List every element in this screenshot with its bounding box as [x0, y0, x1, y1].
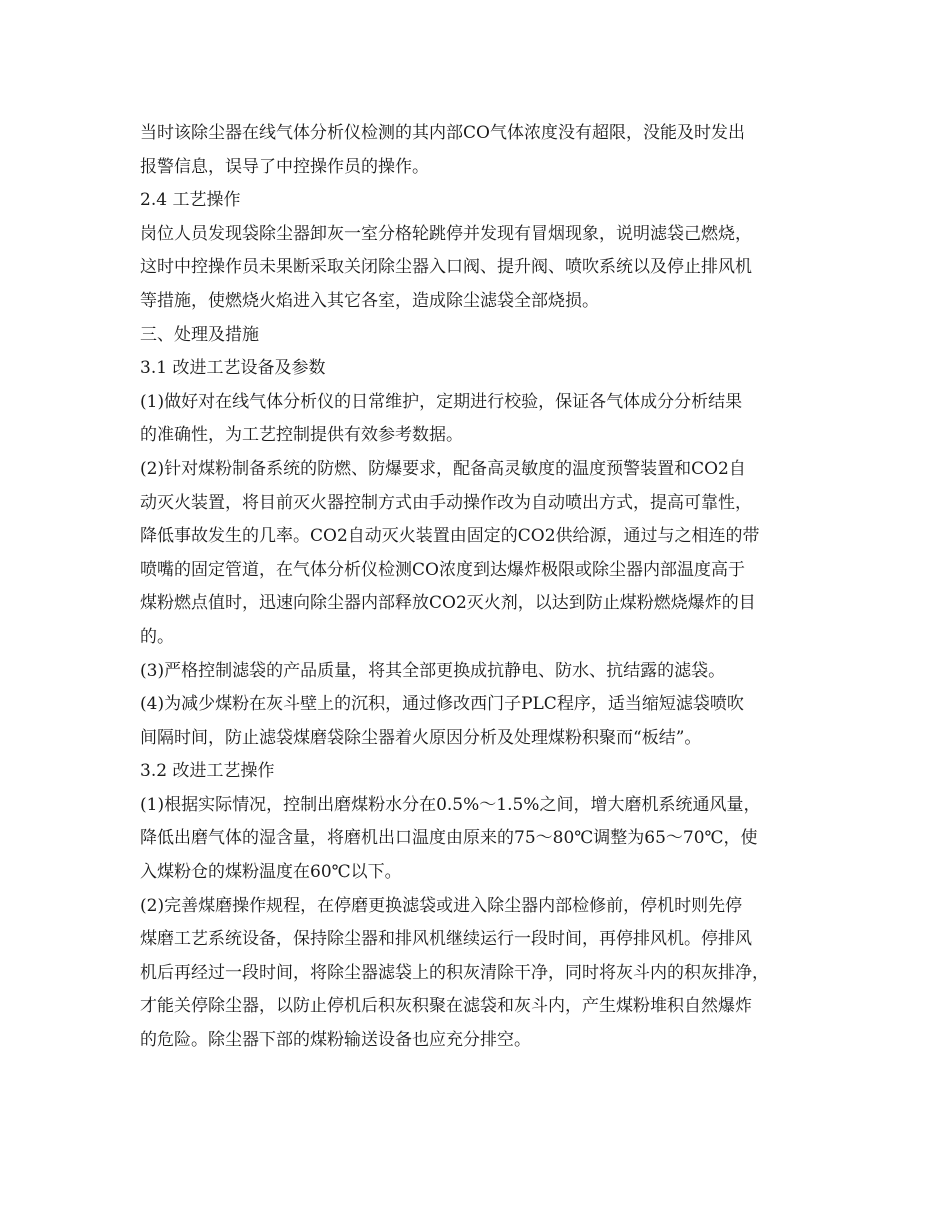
- section-heading: [140, 184, 818, 218]
- text-line: 2.4 工艺操作: [140, 190, 241, 211]
- text-line: 的。: [140, 626, 174, 647]
- body-paragraph: [140, 386, 818, 453]
- body-paragraph: [140, 890, 818, 1058]
- text-line: 的危险。除尘器下部的煤粉输送设备也应充分排空。: [140, 1030, 531, 1051]
- body-paragraph: [140, 789, 818, 890]
- text-line: 降低出磨气体的湿含量，将磨机出口温度由原来的75～80℃调整为65～70℃，使: [140, 828, 758, 849]
- text-line: 才能关停除尘器，以防止停机后积灰积聚在滤袋和灰斗内，产生煤粉堆积自然爆炸: [140, 996, 752, 1017]
- section-heading: [140, 755, 818, 789]
- text-line: 报警信息，误导了中控操作员的操作。: [140, 156, 429, 177]
- text-line: 等措施，使燃烧火焰进入其它各室，造成除尘滤袋全部烧损。: [140, 290, 599, 311]
- text-line: (2)针对煤粉制备系统的防燃、防爆要求，配备高灵敏度的温度预警装置和CO2自: [140, 458, 746, 479]
- body-paragraph: [140, 688, 818, 755]
- text-line: (3)严格控制滤袋的产品质量，将其全部更换成抗静电、防水、抗结露的滤袋。: [140, 660, 726, 681]
- document-body: [140, 117, 818, 1058]
- text-line: 动灭火装置，将目前灭火器控制方式由手动操作改为自动喷出方式，提高可靠性，: [140, 492, 752, 513]
- text-line: 喷嘴的固定管道，在气体分析仪检测CO浓度到达爆炸极限或除尘器内部温度高于: [140, 559, 745, 580]
- text-line: (1)做好对在线气体分析仪的日常维护，定期进行校验，保证各气体成分分析结果: [140, 391, 743, 412]
- text-line: 煤粉燃点值时，迅速向除尘器内部释放CO2灭火剂，以达到防止煤粉燃烧爆炸的目: [140, 593, 756, 614]
- body-paragraph: [140, 117, 818, 184]
- body-paragraph: [140, 453, 818, 655]
- text-line: (1)根据实际情况，控制出磨煤粉水分在0.5%～1.5%之间，增大磨机系统通风量，: [140, 794, 761, 815]
- section-heading: [140, 352, 818, 386]
- body-paragraph: [140, 218, 818, 319]
- text-line: 三、处理及措施: [140, 324, 259, 345]
- section-heading: [140, 319, 818, 353]
- text-line: 这时中控操作员未果断采取关闭除尘器入口阀、提升阀、喷吹系统以及停止排风机: [140, 257, 752, 278]
- text-line: 3.2 改进工艺操作: [140, 761, 275, 782]
- text-line: 间隔时间，防止滤袋煤磨袋除尘器着火原因分析及处理煤粉积聚而“板结”。: [140, 727, 702, 748]
- text-line: 的准确性，为工艺控制提供有效参考数据。: [140, 425, 463, 446]
- body-paragraph: [140, 655, 818, 689]
- text-line: (2)完善煤磨操作规程，在停磨更换滤袋或进入除尘器内部检修前，停机时则先停: [140, 895, 743, 916]
- text-line: 3.1 改进工艺设备及参数: [140, 358, 326, 379]
- text-line: 当时该除尘器在线气体分析仪检测的其内部CO气体浓度没有超限，没能及时发出: [140, 123, 745, 143]
- text-line: 入煤粉仓的煤粉温度在60℃以下。: [140, 862, 402, 883]
- text-line: 岗位人员发现袋除尘器卸灰一室分格轮跳停并发现有冒烟现象，说明滤袋己燃烧，: [140, 223, 752, 244]
- text-line: 机后再经过一段时间，将除尘器滤袋上的积灰清除干净，同时将灰斗内的积灰排净，: [140, 962, 769, 983]
- text-line: 降低事故发生的几率。CO2自动灭火装置由固定的CO2供给源，通过与之相连的带: [140, 526, 760, 547]
- text-line: 煤磨工艺系统设备，保持除尘器和排风机继续运行一段时间，再停排风机。停排风: [140, 929, 752, 950]
- text-line: (4)为减少煤粉在灰斗壁上的沉积，通过修改西门子PLC程序，适当缩短滤袋喷吹: [140, 694, 744, 715]
